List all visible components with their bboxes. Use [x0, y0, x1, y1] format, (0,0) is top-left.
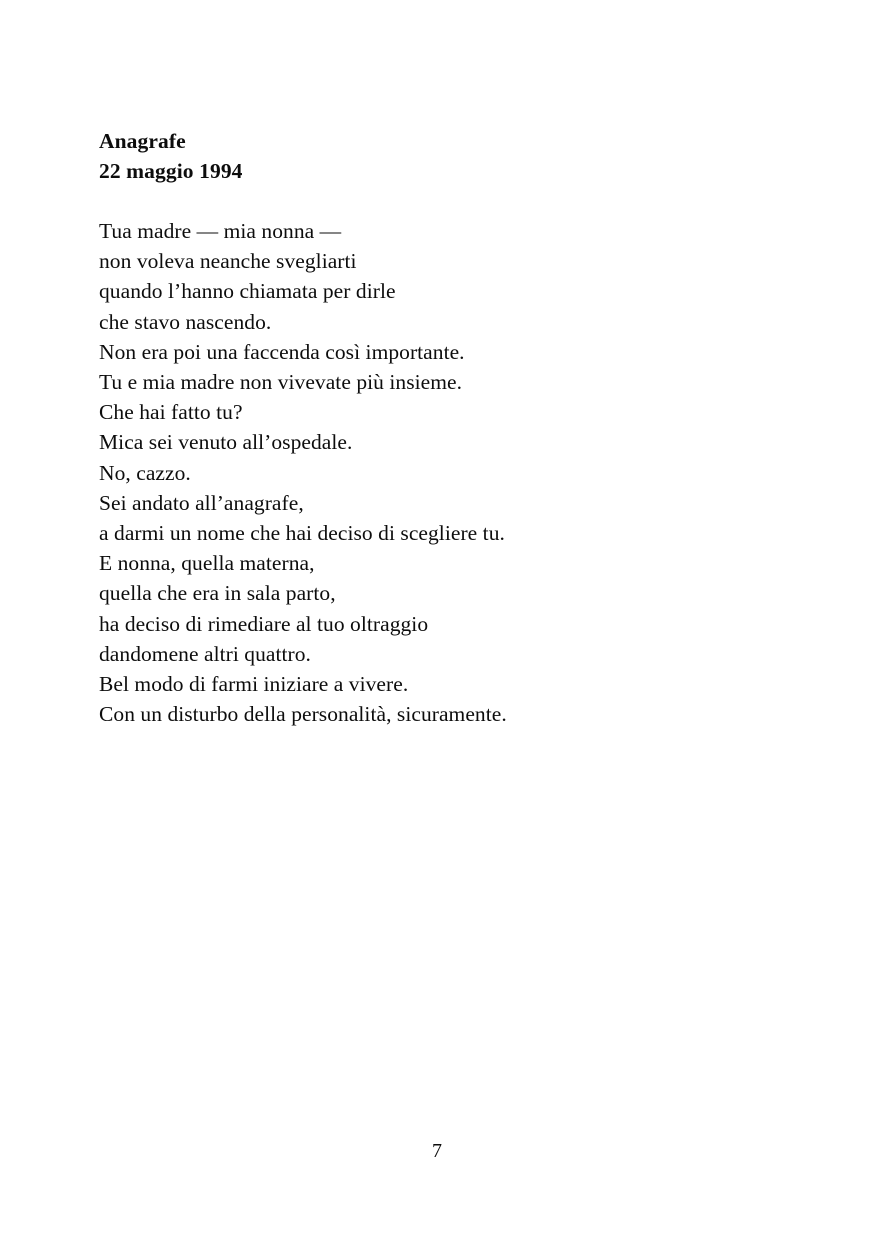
poem-line: non voleva neanche svegliarti [99, 249, 357, 274]
poem-body [99, 216, 739, 729]
poem-line: che stavo nascendo. [99, 309, 272, 334]
poem-line: Mica sei venuto all’ospedale. [99, 430, 353, 455]
poem-line: Sei andato all’anagrafe, [99, 490, 304, 515]
poem-line: ha deciso di rimediare al tuo oltraggio [99, 611, 429, 636]
page-number: 7 [432, 1140, 442, 1162]
poem-title: Anagrafe [99, 129, 186, 153]
poem-line: Non era poi una faccenda così importante. [99, 339, 465, 364]
poem-line: Tua madre — mia nonna — [99, 219, 342, 243]
poem-line: dandomene altri quattro. [99, 641, 311, 666]
poem-line: Bel modo di farmi iniziare a vivere. [99, 672, 409, 697]
poem-line: No, cazzo. [99, 460, 191, 485]
poem-line: Tu e mia madre non vivevate più insieme. [99, 370, 463, 395]
poem-line: E nonna, quella materna, [99, 551, 315, 576]
poem-line: quando l’hanno chiamata per dirle [99, 279, 396, 304]
poem-date: 22 maggio 1994 [99, 159, 243, 183]
poem-line: Che hai fatto tu? [99, 400, 243, 425]
poem-line: a darmi un nome che hai deciso di scegliere tu. [99, 521, 505, 546]
poem-block [99, 126, 739, 729]
poem-line: Con un disturbo della personalità, sicuramente. [99, 702, 507, 727]
poem-line: quella che era in sala parto, [99, 581, 336, 606]
